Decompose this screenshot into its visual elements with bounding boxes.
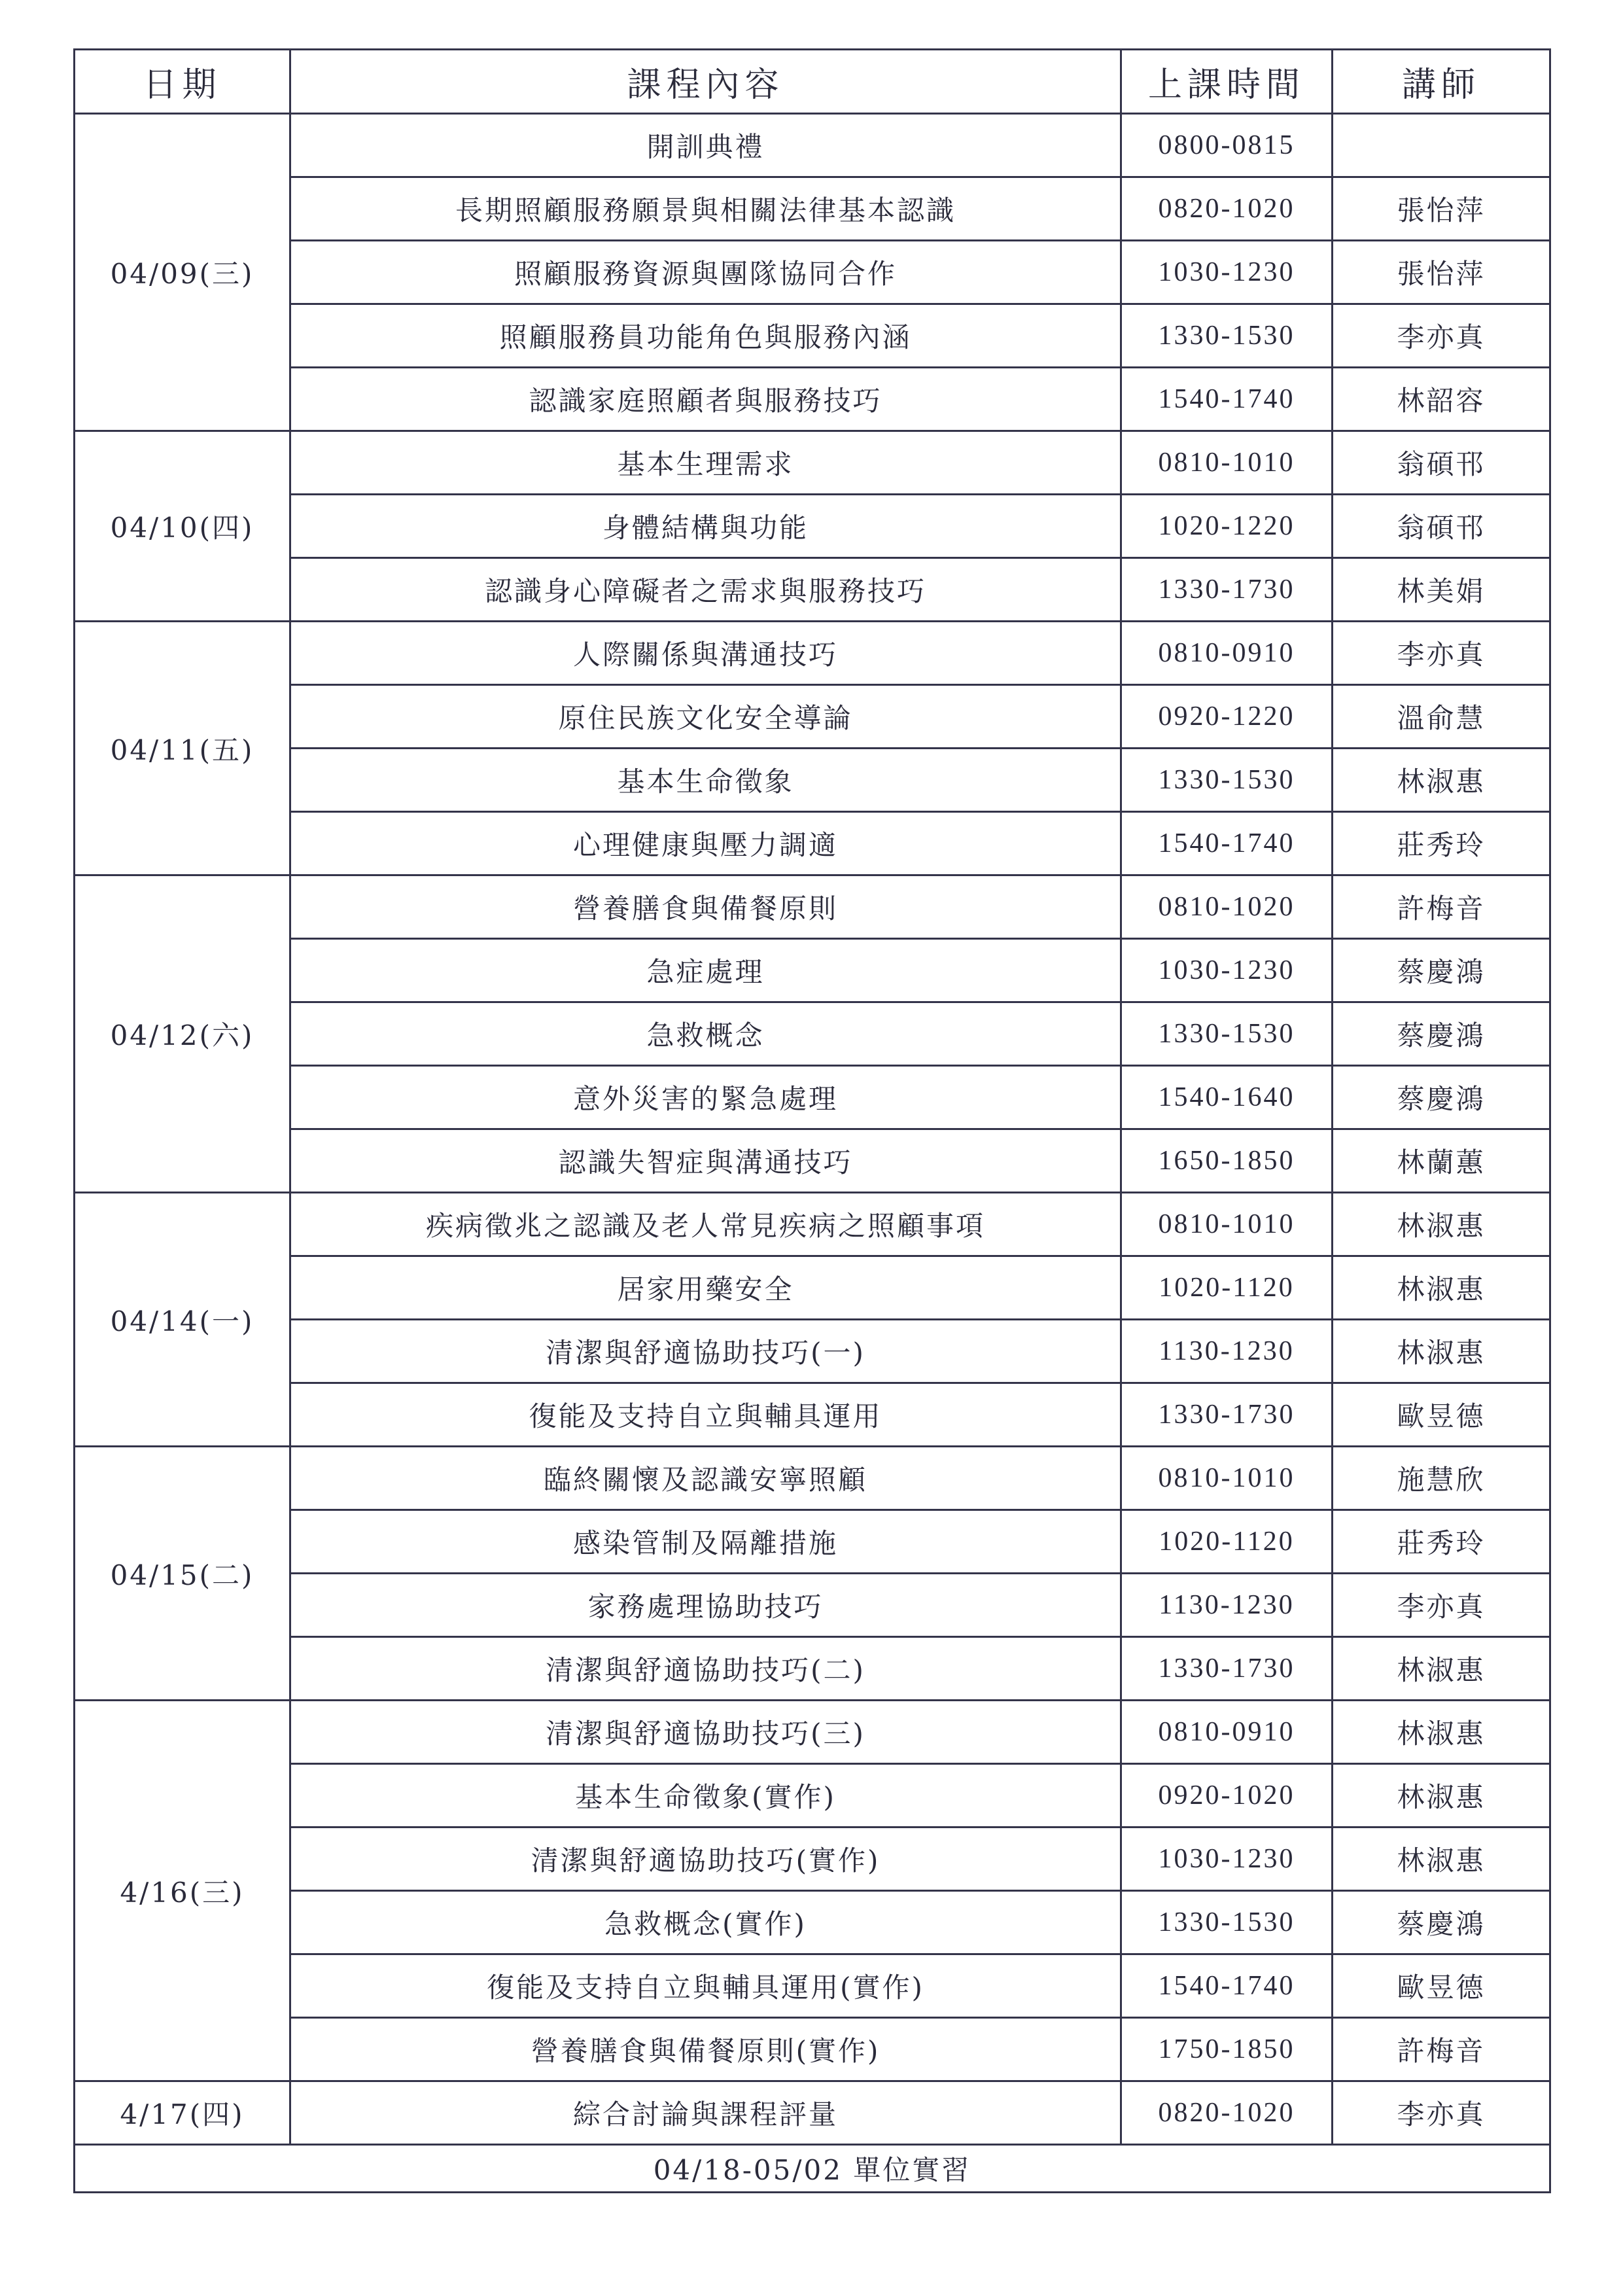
header-course: 課程內容 [290, 50, 1121, 114]
course-cell: 綜合討論與課程評量 [290, 2081, 1121, 2145]
table-row [75, 368, 1550, 431]
teacher-cell [1333, 114, 1550, 177]
course-cell: 照顧服務資源與團隊協同合作 [290, 241, 1121, 304]
table-row [75, 1129, 1550, 1193]
course-cell: 清潔與舒適協助技巧(實作) [290, 1828, 1121, 1891]
time-cell: 1540-1740 [1121, 368, 1333, 431]
teacher-cell: 林淑惠 [1333, 1256, 1550, 1320]
time-cell: 0810-1010 [1121, 1447, 1333, 1510]
table-row [75, 749, 1550, 812]
teacher-cell: 蔡慶鴻 [1333, 1066, 1550, 1129]
time-cell: 0810-1010 [1121, 431, 1333, 495]
teacher-cell: 蔡慶鴻 [1333, 939, 1550, 1002]
teacher-cell: 林淑惠 [1333, 1828, 1550, 1891]
date-cell: 04/10(四) [75, 431, 290, 622]
teacher-cell: 林淑惠 [1333, 1764, 1550, 1828]
time-cell: 1330-1530 [1121, 749, 1333, 812]
time-cell: 0920-1020 [1121, 1764, 1333, 1828]
date-cell: 04/12(六) [75, 875, 290, 1193]
teacher-cell: 林美娟 [1333, 558, 1550, 622]
header-time: 上課時間 [1121, 50, 1333, 114]
table-row [75, 875, 1550, 939]
time-cell: 0820-1020 [1121, 177, 1333, 241]
table-row [75, 1701, 1550, 1764]
table-row [75, 2018, 1550, 2081]
course-cell: 人際關係與溝通技巧 [290, 622, 1121, 685]
time-cell: 1020-1120 [1121, 1510, 1333, 1574]
table-row [75, 1510, 1550, 1574]
course-cell: 長期照顧服務願景與相關法律基本認識 [290, 177, 1121, 241]
table-row [75, 939, 1550, 1002]
table-row [75, 1447, 1550, 1510]
internship-note: 04/18-05/02 單位實習 [75, 2145, 1550, 2193]
course-cell: 原住民族文化安全導論 [290, 685, 1121, 749]
table-row [75, 1066, 1550, 1129]
date-cell: 04/09(三) [75, 114, 290, 431]
time-cell: 0800-0815 [1121, 114, 1333, 177]
date-cell: 04/11(五) [75, 622, 290, 875]
teacher-cell: 蔡慶鴻 [1333, 1891, 1550, 1954]
time-cell: 1540-1640 [1121, 1066, 1333, 1129]
course-cell: 復能及支持自立與輔具運用 [290, 1383, 1121, 1447]
teacher-cell: 李亦真 [1333, 1574, 1550, 1637]
teacher-cell: 蔡慶鴻 [1333, 1002, 1550, 1066]
teacher-cell: 林韶容 [1333, 368, 1550, 431]
course-cell: 營養膳食與備餐原則 [290, 875, 1121, 939]
teacher-cell: 許梅音 [1333, 2018, 1550, 2081]
table-row [75, 1002, 1550, 1066]
course-cell: 清潔與舒適協助技巧(一) [290, 1320, 1121, 1383]
time-cell: 1330-1530 [1121, 1891, 1333, 1954]
time-cell: 1020-1120 [1121, 1256, 1333, 1320]
date-cell: 04/14(一) [75, 1193, 290, 1447]
teacher-cell: 莊秀玲 [1333, 1510, 1550, 1574]
course-cell: 急症處理 [290, 939, 1121, 1002]
table-row [75, 1320, 1550, 1383]
time-cell: 1330-1730 [1121, 1637, 1333, 1701]
course-cell: 家務處理協助技巧 [290, 1574, 1121, 1637]
teacher-cell: 溫俞慧 [1333, 685, 1550, 749]
teacher-cell: 李亦真 [1333, 304, 1550, 368]
table-row [75, 1383, 1550, 1447]
teacher-cell: 林淑惠 [1333, 1637, 1550, 1701]
teacher-cell: 林淑惠 [1333, 1701, 1550, 1764]
course-cell: 清潔與舒適協助技巧(二) [290, 1637, 1121, 1701]
time-cell: 1330-1530 [1121, 304, 1333, 368]
course-cell: 復能及支持自立與輔具運用(實作) [290, 1954, 1121, 2018]
time-cell: 1030-1230 [1121, 241, 1333, 304]
header-row [75, 50, 1550, 114]
table-row [75, 1891, 1550, 1954]
course-cell: 疾病徵兆之認識及老人常見疾病之照顧事項 [290, 1193, 1121, 1256]
table-row [75, 431, 1550, 495]
schedule-sheet [73, 48, 1549, 2193]
time-cell: 0920-1220 [1121, 685, 1333, 749]
course-cell: 認識家庭照顧者與服務技巧 [290, 368, 1121, 431]
table-row [75, 1637, 1550, 1701]
time-cell: 0810-1020 [1121, 875, 1333, 939]
table-row [75, 114, 1550, 177]
teacher-cell: 李亦真 [1333, 2081, 1550, 2145]
teacher-cell: 翁碩邗 [1333, 431, 1550, 495]
table-row [75, 304, 1550, 368]
header-teacher: 講師 [1333, 50, 1550, 114]
time-cell: 1650-1850 [1121, 1129, 1333, 1193]
time-cell: 1330-1730 [1121, 1383, 1333, 1447]
course-cell: 心理健康與壓力調適 [290, 812, 1121, 875]
course-cell: 營養膳食與備餐原則(實作) [290, 2018, 1121, 2081]
table-row [75, 812, 1550, 875]
time-cell: 0810-1010 [1121, 1193, 1333, 1256]
time-cell: 0810-0910 [1121, 1701, 1333, 1764]
course-cell: 基本生命徵象(實作) [290, 1764, 1121, 1828]
table-row [75, 1954, 1550, 2018]
table-row [75, 622, 1550, 685]
table-row [75, 1828, 1550, 1891]
course-cell: 意外災害的緊急處理 [290, 1066, 1121, 1129]
teacher-cell: 施慧欣 [1333, 1447, 1550, 1510]
table-row [75, 177, 1550, 241]
table-row [75, 495, 1550, 558]
teacher-cell: 林蘭蕙 [1333, 1129, 1550, 1193]
teacher-cell: 歐昱德 [1333, 1383, 1550, 1447]
time-cell: 1030-1230 [1121, 939, 1333, 1002]
time-cell: 1750-1850 [1121, 2018, 1333, 2081]
time-cell: 1540-1740 [1121, 1954, 1333, 2018]
time-cell: 1330-1730 [1121, 558, 1333, 622]
time-cell: 0810-0910 [1121, 622, 1333, 685]
table-row [75, 558, 1550, 622]
time-cell: 1130-1230 [1121, 1574, 1333, 1637]
teacher-cell: 張怡萍 [1333, 241, 1550, 304]
course-cell: 基本生理需求 [290, 431, 1121, 495]
schedule-body [75, 114, 1550, 2145]
table-row [75, 685, 1550, 749]
date-cell: 4/16(三) [75, 1701, 290, 2081]
teacher-cell: 林淑惠 [1333, 1320, 1550, 1383]
table-row [75, 1256, 1550, 1320]
teacher-cell: 莊秀玲 [1333, 812, 1550, 875]
course-cell: 急救概念 [290, 1002, 1121, 1066]
time-cell: 1020-1220 [1121, 495, 1333, 558]
course-cell: 感染管制及隔離措施 [290, 1510, 1121, 1574]
teacher-cell: 李亦真 [1333, 622, 1550, 685]
course-cell: 開訓典禮 [290, 114, 1121, 177]
teacher-cell: 翁碩邗 [1333, 495, 1550, 558]
time-cell: 1030-1230 [1121, 1828, 1333, 1891]
teacher-cell: 林淑惠 [1333, 749, 1550, 812]
course-schedule-table [73, 48, 1551, 2193]
course-cell: 照顧服務員功能角色與服務內涵 [290, 304, 1121, 368]
course-cell: 認識失智症與溝通技巧 [290, 1129, 1121, 1193]
course-cell: 清潔與舒適協助技巧(三) [290, 1701, 1121, 1764]
course-cell: 居家用藥安全 [290, 1256, 1121, 1320]
time-cell: 1540-1740 [1121, 812, 1333, 875]
course-cell: 認識身心障礙者之需求與服務技巧 [290, 558, 1121, 622]
table-row [75, 2081, 1550, 2145]
footer-row [75, 2145, 1550, 2193]
teacher-cell: 許梅音 [1333, 875, 1550, 939]
time-cell: 0820-1020 [1121, 2081, 1333, 2145]
teacher-cell: 林淑惠 [1333, 1193, 1550, 1256]
teacher-cell: 歐昱德 [1333, 1954, 1550, 2018]
time-cell: 1330-1530 [1121, 1002, 1333, 1066]
course-cell: 身體結構與功能 [290, 495, 1121, 558]
course-cell: 基本生命徵象 [290, 749, 1121, 812]
table-row [75, 1193, 1550, 1256]
table-row [75, 1764, 1550, 1828]
teacher-cell: 張怡萍 [1333, 177, 1550, 241]
course-cell: 急救概念(實作) [290, 1891, 1121, 1954]
table-row [75, 241, 1550, 304]
date-cell: 4/17(四) [75, 2081, 290, 2145]
date-cell: 04/15(二) [75, 1447, 290, 1701]
table-row [75, 1574, 1550, 1637]
time-cell: 1130-1230 [1121, 1320, 1333, 1383]
header-date: 日期 [75, 50, 290, 114]
course-cell: 臨終關懷及認識安寧照顧 [290, 1447, 1121, 1510]
